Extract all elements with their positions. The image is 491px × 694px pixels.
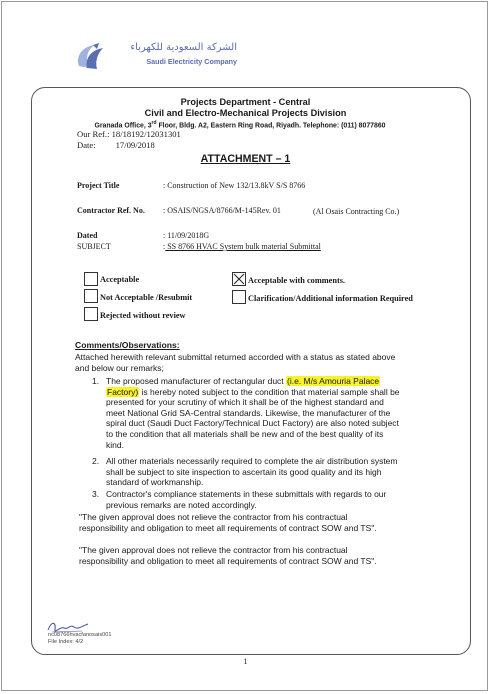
item-3-text: Contractor's compliance statements in these submittals with regards to our previous remarks are noted accordingly. <box>106 489 387 510</box>
approval-note-1: "The given approval does not relieve the contractor from his contractual responsibility and obligation to meet all requirements of contract SOW and TS". <box>79 512 377 533</box>
file-index: File Index: 4/2 <box>48 639 84 645</box>
document-date: Date: 17/09/2018 <box>77 140 155 150</box>
item-1-number: 1. <box>92 376 100 386</box>
comments-heading: Comments/Observations: <box>75 340 180 350</box>
acceptable-checkbox[interactable] <box>84 272 98 286</box>
item-2-text: All other materials necessarily required to complete the air distribution system shall be subject to site inspection to ascertain its good quality and its high standard of workmanship. <box>106 456 398 488</box>
acceptable-with-comments-label: Acceptable with comments. <box>248 276 346 285</box>
division-title: Civil and Electro-Mechanical Projects Division <box>144 108 347 118</box>
dated-value: : 11/09/2018G <box>163 231 210 240</box>
not-acceptable-label: Not Acceptable /Resubmit <box>100 293 193 302</box>
attachment-title: ATTACHMENT – 1 <box>200 153 291 165</box>
dated-label: Dated <box>77 231 98 240</box>
clarification-label: Clarification/Additional information Required <box>248 294 413 303</box>
rejected-label: Rejected without review <box>100 311 186 320</box>
item-2-number: 2. <box>92 456 100 466</box>
highlighted-manufacturer: (i.e. M/s Amouria Palace <box>287 376 380 386</box>
department-title: Projects Department - Central <box>180 97 311 107</box>
office-address: Granada Office, 3rd Floor, Bldg. A2, Eastern Ring Road, Riyadh. Telephone: (011) 8077860 <box>94 120 386 130</box>
project-title-label: Project Title <box>77 181 120 190</box>
item-1-text: The proposed manufacturer of rectangular duct (i.e. M/s Amouria Palace Factory) is hereby noted subject to the condition that material sample shall be presented for your scrutiny of which it shall be of the highest standard and meet National Grid SA-Central standards. Likewise, the manufacturer of the spiral duct (Saudi Duct Factory/Technical Duct Factory) are also noted subject to the condition that all materials shall be new and of the best quality of its kind. <box>106 376 400 450</box>
clarification-checkbox[interactable] <box>232 290 246 304</box>
contractor-ref-label: Contractor Ref. No. <box>77 206 145 215</box>
acceptable-with-comments-checkbox[interactable] <box>232 272 246 286</box>
contractor-name: (Al Osais Contracting Co.) <box>313 207 400 216</box>
subject-label: SUBJECT <box>77 242 111 251</box>
acceptable-label: Acceptable <box>100 275 140 284</box>
file-code: nc08766hvacfanosais001 <box>48 632 112 638</box>
logo-arabic-text: الشركة السعودية للكهرباء <box>130 42 237 53</box>
subject-value: : SS 8766 HVAC System bulk material Submittal <box>163 242 321 251</box>
not-acceptable-checkbox[interactable] <box>84 289 98 303</box>
checkmark-x-icon <box>233 273 245 285</box>
logo-english-text: Saudi Electricity Company <box>146 57 237 66</box>
rejected-checkbox[interactable] <box>84 307 98 321</box>
our-reference: Our Ref.: 18/18192/12031301 <box>77 129 181 139</box>
comments-intro: Attached herewith relevant submittal returned accorded with a status as stated above and below our remarks; <box>75 352 396 373</box>
item-3-number: 3. <box>92 489 100 499</box>
approval-note-2: "The given approval does not relieve the contractor from his contractual responsibility and obligation to meet all requirements of contract SOW and TS". <box>79 545 377 566</box>
project-title-value: : Construction of New 132/13.8kV S/S 8766 <box>163 181 306 190</box>
contractor-ref-value: : OSAIS/NGSA/8766/M-145Rev. 01 <box>163 206 281 215</box>
sec-logo-icon <box>73 42 107 72</box>
company-logo <box>73 40 243 76</box>
page-number: 1 <box>243 657 248 666</box>
